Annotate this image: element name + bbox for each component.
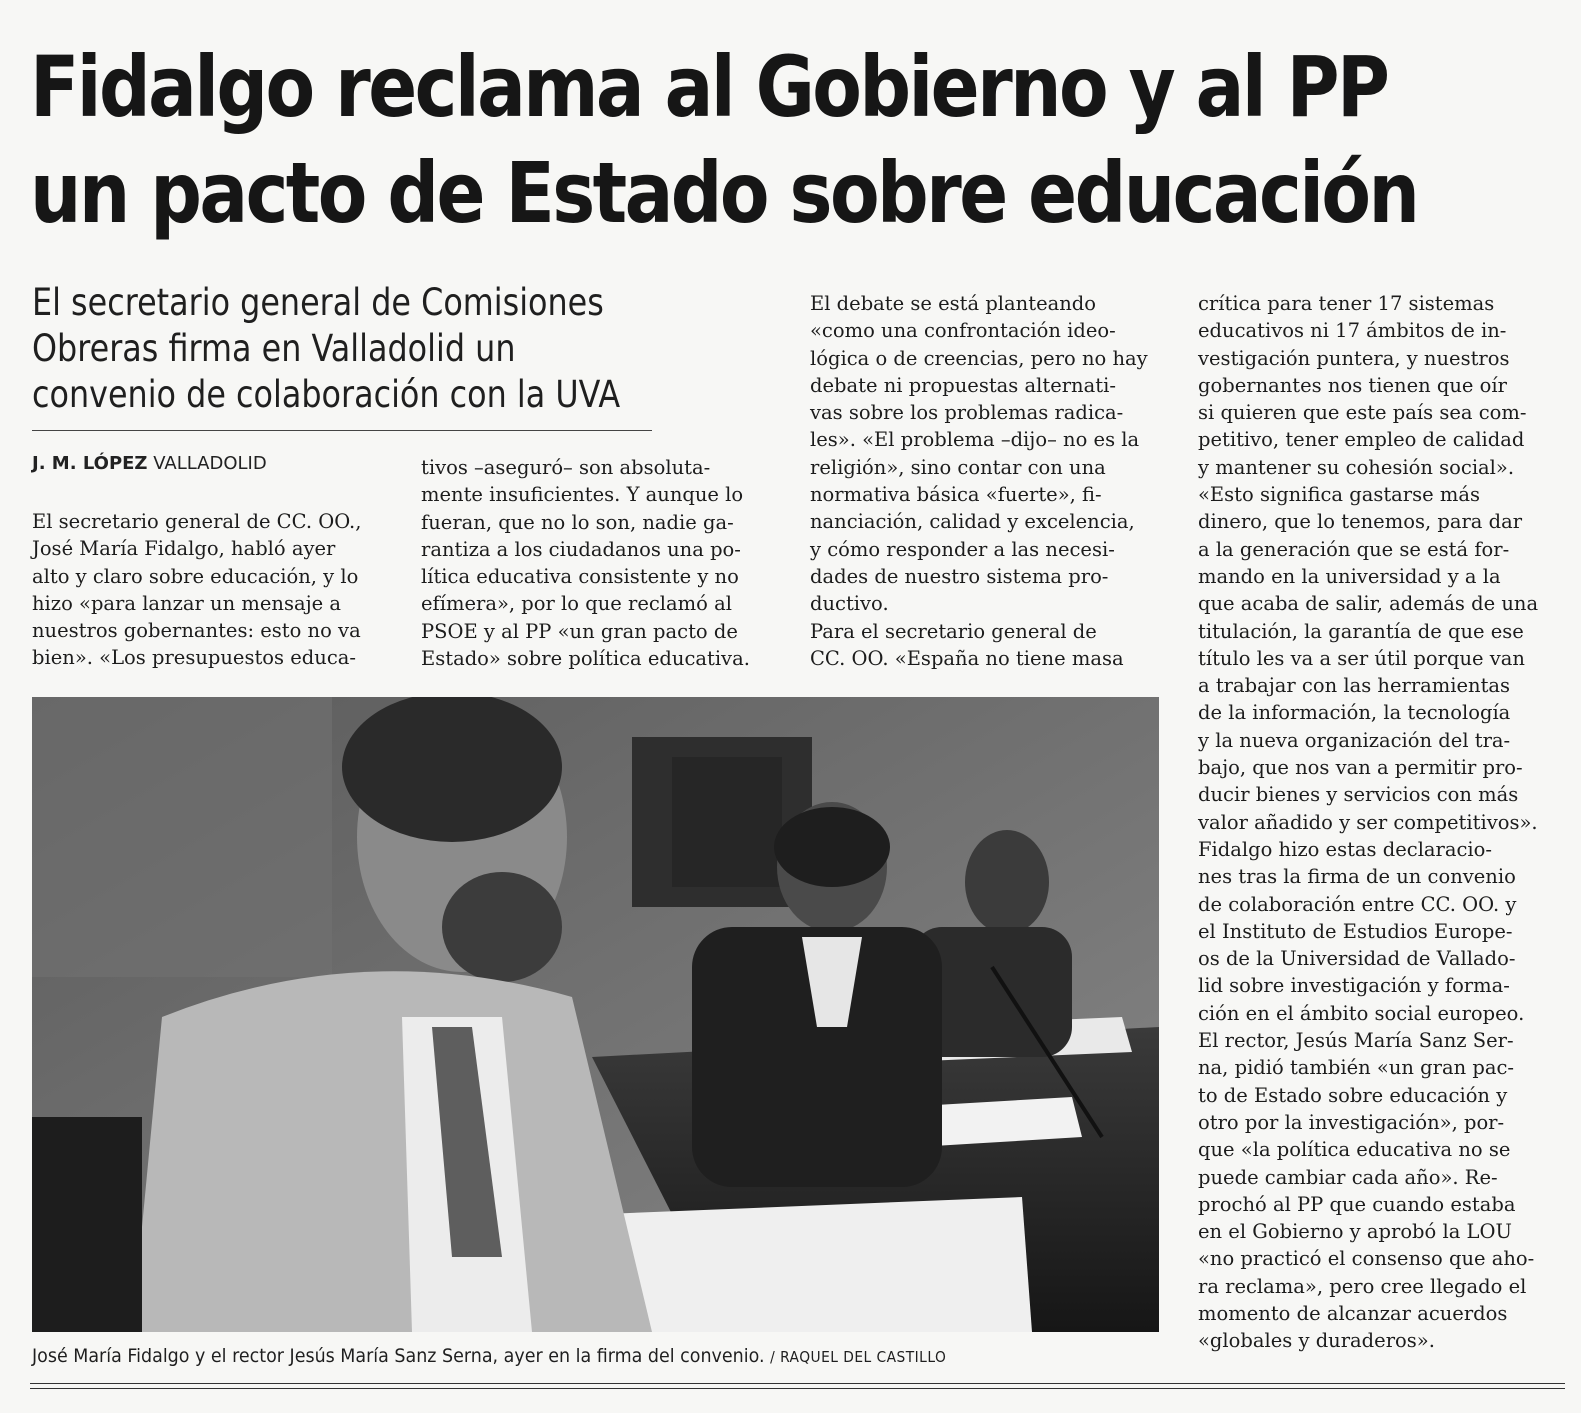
article-text-line: «Esto significa gastarse más — [1198, 483, 1480, 507]
article-text-line: «como una confrontación ideo- — [810, 319, 1116, 343]
article-text-line: en el Gobierno y aprobó la LOU — [1198, 1220, 1512, 1244]
article-column-4 — [1198, 290, 1544, 1355]
article-text-line: El secretario general de CC. OO., — [32, 510, 362, 533]
article-text-line: dades de nuestro sistema pro- — [810, 564, 1109, 588]
article-text-line: alto y claro sobre educación, y lo — [32, 564, 359, 588]
article-text-line: que acaba de salir, además de una — [1198, 592, 1539, 616]
article-text-line: Estado» sobre política educativa. — [421, 647, 750, 671]
article-text-line: fueran, que no lo son, nadie ga- — [421, 510, 734, 534]
article-text-line: nuestros gobernantes: esto no va — [32, 619, 361, 643]
article-text-line: titulación, la garantía de que ese — [1198, 619, 1524, 643]
photo-credit: / RAQUEL DEL CASTILLO — [770, 1348, 947, 1366]
article-text-line: José María Fidalgo, habló ayer — [32, 537, 336, 561]
article-text-line: momento de alcanzar acuerdos — [1198, 1301, 1508, 1325]
article-text-line: lógica o de creencias, pero no hay — [810, 346, 1148, 370]
article-column-2 — [421, 454, 773, 672]
article-text-line: vas sobre los problemas radica- — [810, 401, 1124, 425]
article-text-line: y la nueva organización del tra- — [1198, 728, 1511, 752]
article-text-line: a la generación que se está for- — [1198, 537, 1510, 561]
article-text-line: El debate se está planteando — [810, 292, 1097, 315]
article-text-line: lid sobre investigación y forma- — [1198, 974, 1510, 998]
subheadline-rule — [32, 430, 652, 431]
headline — [30, 34, 1418, 246]
article-text-line: ra reclama», pero cree llegado el — [1198, 1274, 1527, 1298]
article-text-line: ción en el ámbito social europeo. — [1198, 1001, 1525, 1025]
article-text-line: mando en la universidad y a la — [1198, 564, 1501, 588]
article-text-line: dinero, que lo tenemos, para dar — [1198, 510, 1523, 534]
article-text-line: el Instituto de Estudios Europe- — [1198, 919, 1513, 943]
article-text-line: bien». «Los presupuestos educa- — [32, 646, 356, 670]
article-text-line: nes tras la firma de un convenio — [1198, 865, 1516, 889]
article-text-line: crítica para tener 17 sistemas — [1198, 292, 1495, 315]
article-text-line: petitivo, tener empleo de calidad — [1198, 428, 1525, 452]
article-text-line: mente insuficientes. Y aunque lo — [421, 483, 744, 507]
caption-text: José María Fidalgo y el rector Jesús María Sanz Serna, ayer en la firma del convenio. — [32, 1345, 765, 1367]
byline-location: VALLADOLID — [153, 453, 267, 474]
article-column-1 — [32, 508, 384, 672]
article-text-line: rantiza a los ciudadanos una po- — [421, 537, 741, 561]
article-text-line: prochó al PP que cuando estaba — [1198, 1192, 1516, 1216]
article-text-line: y cómo responder a las necesi- — [810, 537, 1115, 561]
article-text-line: Fidalgo hizo estas declaracio- — [1198, 837, 1492, 861]
article-text-line: educativos ni 17 ámbitos de in- — [1198, 319, 1507, 343]
photo-meeting-illustration — [32, 697, 1159, 1332]
article-text-line: de la información, la tecnología — [1198, 701, 1511, 725]
article-text-line: ductivo. — [810, 592, 889, 616]
article-text-line: debate ni propuestas alternati- — [810, 373, 1116, 397]
article-text-line: vestigación puntera, y nuestros — [1198, 346, 1510, 370]
bottom-rule-2 — [30, 1388, 1565, 1389]
subheadline-line-1: El secretario general de Comisiones — [32, 281, 604, 324]
subheadline — [32, 280, 651, 418]
article-text-line: to de Estado sobre educación y — [1198, 1083, 1508, 1107]
article-text-line: os de la Universidad de Vallado- — [1198, 947, 1516, 971]
headline-line-2: un pacto de Estado sobre educación — [30, 144, 1418, 242]
article-text-line: que «la política educativa no se — [1198, 1138, 1511, 1162]
article-text-line: bajo, que nos van a permitir pro- — [1198, 756, 1523, 780]
subheadline-line-2: Obreras firma en Valladolid un — [32, 327, 516, 370]
article-text-line: nanciación, calidad y excelencia, — [810, 510, 1135, 534]
article-text-line: título les va a ser útil porque van — [1198, 646, 1525, 670]
article-text-line: a trabajar con las herramientas — [1198, 674, 1511, 698]
article-text-line: El rector, Jesús María Sanz Ser- — [1198, 1029, 1514, 1053]
article-text-line: «no practicó el consenso que aho- — [1198, 1247, 1535, 1271]
headline-line-1: Fidalgo reclama al Gobierno y al PP — [30, 38, 1388, 136]
article-text-line: CC. OO. «España no tiene masa — [810, 646, 1124, 670]
subheadline-line-3: convenio de colaboración con la UVA — [32, 373, 621, 416]
byline — [32, 453, 267, 474]
article-column-3 — [810, 290, 1160, 672]
photo-caption — [32, 1345, 946, 1367]
article-text-line: les». «El problema –dijo– no es la — [810, 428, 1140, 452]
article-text-line: PSOE y al PP «un gran pacto de — [421, 619, 738, 643]
article-text-line: ducir bienes y servicios con más — [1198, 783, 1519, 807]
article-text-line: si quieren que este país sea com- — [1198, 401, 1527, 425]
article-text-line: gobernantes nos tienen que oír — [1198, 373, 1507, 397]
article-text-line: hizo «para lanzar un mensaje a — [32, 591, 341, 615]
byline-author: J. M. LÓPEZ — [32, 453, 148, 474]
article-text-line: Para el secretario general de — [810, 619, 1097, 643]
article-text-line: puede cambiar cada año». Re- — [1198, 1165, 1498, 1189]
article-text-line: religión», sino contar con una — [810, 455, 1106, 479]
article-text-line: «globales y duraderos». — [1198, 1329, 1435, 1353]
news-photo — [32, 697, 1159, 1332]
bottom-rule-1 — [30, 1383, 1565, 1384]
article-text-line: normativa básica «fuerte», fi- — [810, 483, 1102, 507]
article-text-line: de colaboración entre CC. OO. y — [1198, 892, 1517, 916]
article-text-line: na, pidió también «un gran pac- — [1198, 1056, 1514, 1080]
article-text-line: lítica educativa consistente y no — [421, 565, 739, 589]
article-text-line: otro por la investigación», por- — [1198, 1110, 1505, 1134]
article-text-line: valor añadido y ser competitivos». — [1198, 810, 1538, 834]
article-text-line: efímera», por lo que reclamó al — [421, 592, 732, 616]
article-text-line: y mantener su cohesión social». — [1198, 455, 1515, 479]
article-text-line: tivos –aseguró– son absoluta- — [421, 456, 711, 479]
